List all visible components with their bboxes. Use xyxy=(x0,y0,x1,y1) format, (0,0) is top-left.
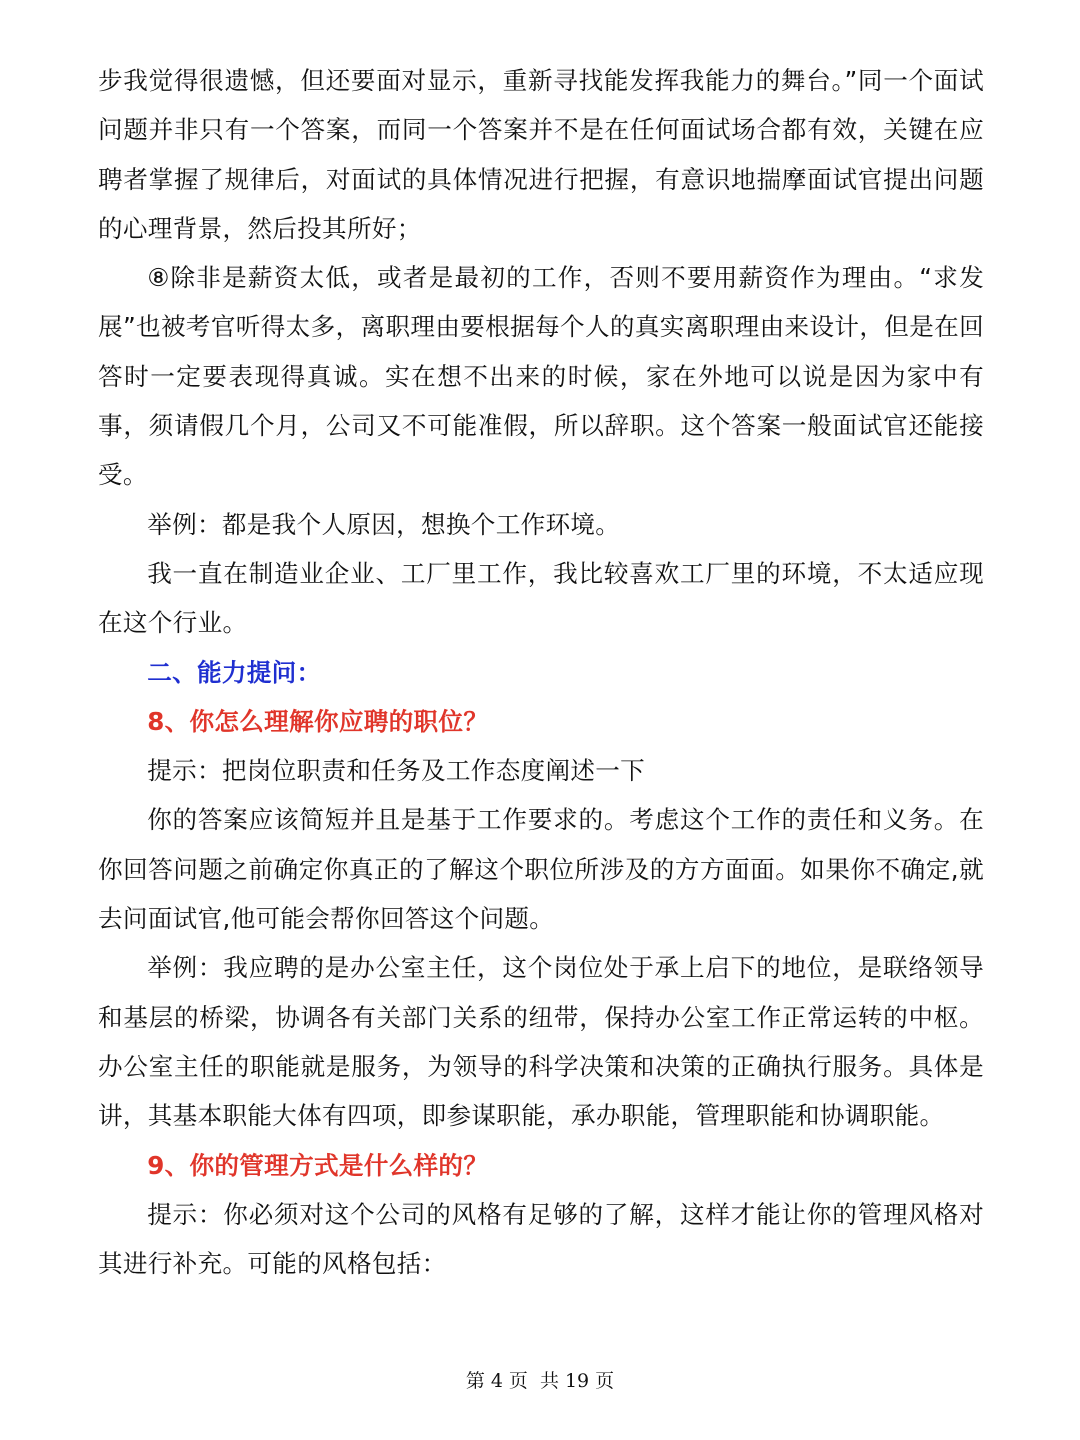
paragraph-reason-8: ⑧除非是薪资太低，或者是最初的工作，否则不要用薪资作为理由。“求发展”也被考官听得太多，离职理由要根据每个人的真实离职理由来设计，但是在回答时一定要表现得真诚。实在想不出来的时候，家在外地可以说是因为家中有事，须请假几个月，公司又不可能准假，所以辞职。这个答案一般面试官还能接受。 xyxy=(98,263,984,490)
paragraph-example-8: 举例：我应聘的是办公室主任，这个岗位处于承上启下的地位，是联络领导和基层的桥梁，协调各有关部门关系的纽带，保持办公室工作正常运转的中枢。办公室主任的职能就是服务，为领导的科学决策和决策的正确执行服务。具体是讲，其基本职能大体有四项，即参谋职能，承办职能，管理职能和协调职能。 xyxy=(98,953,984,1131)
paragraph-example-2: 我一直在制造业企业、工厂里工作，我比较喜欢工厂里的环境，不太适应现在这个行业。 xyxy=(98,558,984,638)
paragraph-hint-9: 提示：你必须对这个公司的风格有足够的了解，这样才能让你的管理风格对其进行补充。可能的风格包括： xyxy=(98,1199,984,1279)
footer-prefix: 第 xyxy=(465,1370,485,1392)
footer-current-page: 4 xyxy=(490,1370,503,1392)
paragraph-example-1: 举例：都是我个人原因，想换个工作环境。 xyxy=(147,509,621,539)
question-heading-9: 9、你的管理方式是什么样的？ xyxy=(147,1150,489,1180)
paragraph-hint-8: 提示：把岗位职责和任务及工作态度阐述一下 xyxy=(147,756,646,786)
footer-total-pages: 19 xyxy=(564,1370,590,1392)
footer-middle: 页 共 xyxy=(508,1370,559,1392)
paragraph-answer-8: 你的答案应该简短并且是基于工作要求的。考虑这个工作的责任和义务。在你回答问题之前确定你真正的了解这个职位所涉及的方方面面。如果你不确定,就去问面试官,他可能会帮你回答这个问题。 xyxy=(98,805,984,934)
question-heading-8: 8、你怎么理解你应聘的职位？ xyxy=(147,706,489,736)
footer-suffix: 页 xyxy=(595,1370,615,1392)
section-heading-ability: 二、能力提问： xyxy=(147,657,322,687)
page-footer xyxy=(0,1366,1080,1393)
paragraph-continuation: 步我觉得很遗憾，但还要面对显示，重新寻找能发挥我能力的舞台。”同一个面试问题并非只有一个答案，而同一个答案并不是在任何面试场合都有效，关键在应聘者掌握了规律后，对面试的具体情况进行把握，有意识地揣摩面试官提出问题的心理背景，然后投其所好； xyxy=(98,66,984,243)
document-page xyxy=(98,56,984,1288)
